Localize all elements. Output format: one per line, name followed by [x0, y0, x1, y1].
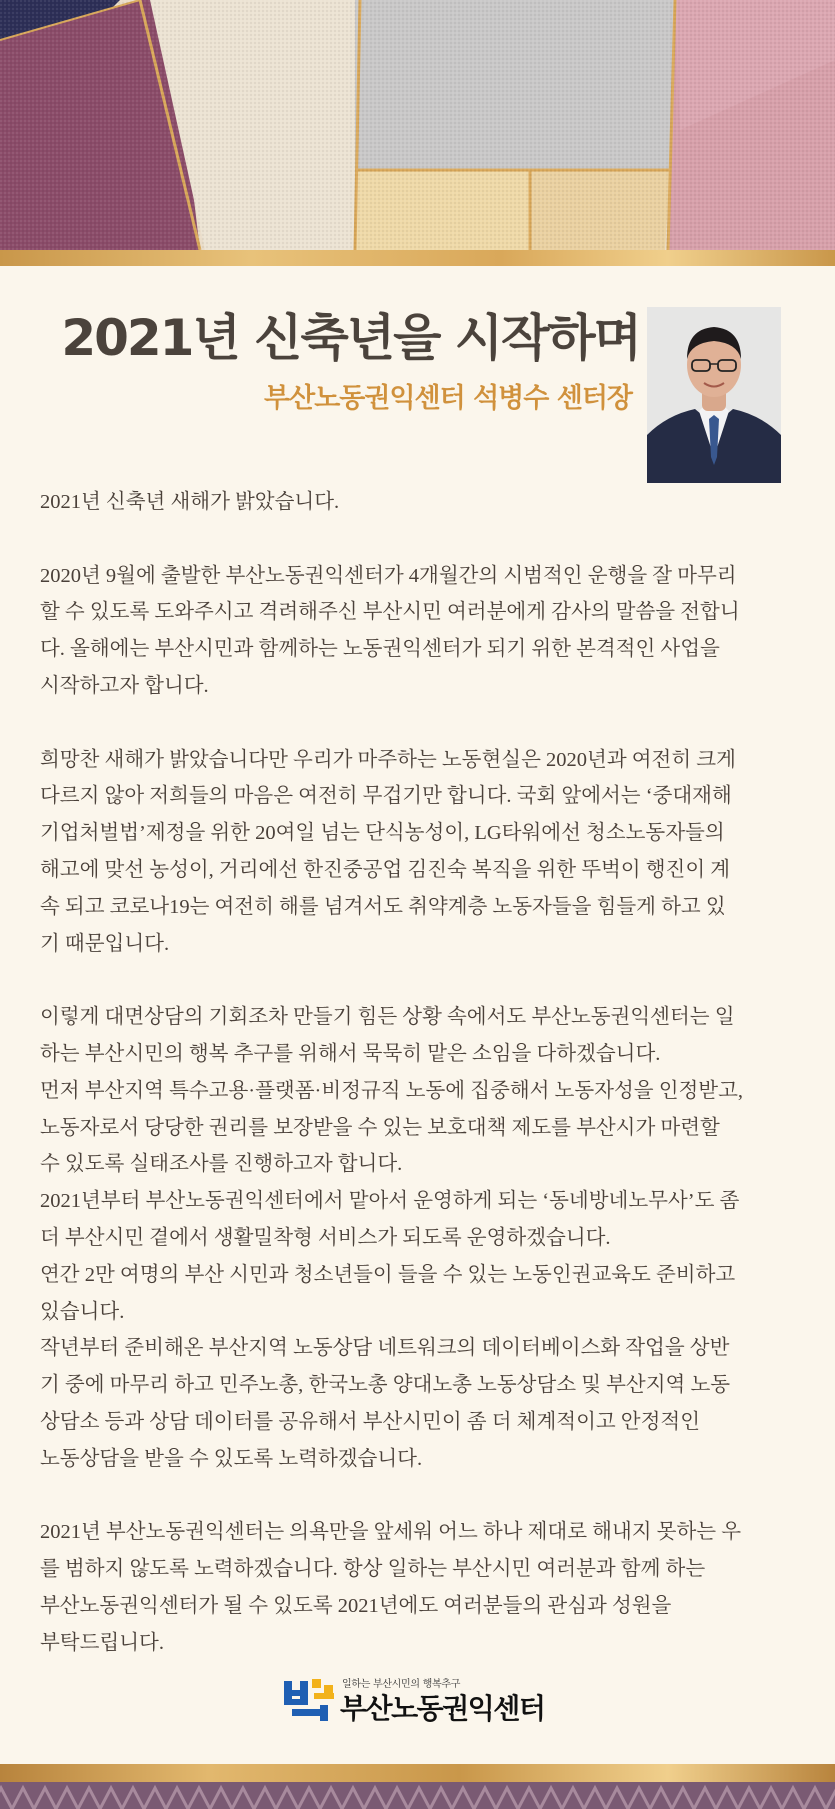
text-line: 노동자로서 당당한 권리를 보장받을 수 있는 보호대책 제도를 부산시가 마련할: [40, 1116, 720, 1139]
letter-body: [40, 484, 795, 1662]
director-portrait-photo: [647, 307, 781, 483]
text-line: 속 되고 코로나19는 여전히 해를 넘겨서도 취약계층 노동자들을 힘들게 하고 있: [40, 895, 726, 918]
paragraph: [40, 999, 795, 1477]
text-line: 상담소 등과 상담 데이터를 공유해서 부산시민이 좀 더 체계적이고 안정적인: [40, 1410, 701, 1433]
footer-logo: [282, 1675, 582, 1725]
text-line: 있습니다.: [40, 1300, 125, 1323]
text-line: 2021년 신축년 새해가 밝았습니다.: [40, 491, 340, 513]
fabric-patchwork-graphic: [0, 0, 835, 266]
logo-tagline: 일하는 부산시민의 행복추구: [342, 1679, 461, 1690]
footer-pattern: [0, 1782, 835, 1809]
footer-gold-stripe: [0, 1764, 835, 1782]
text-line: 2020년 9월에 출발한 부산노동권익센터가 4개월간의 시범적인 운행을 잘 마무리: [40, 564, 737, 587]
text-line: 기 중에 마무리 하고 민주노총, 한국노총 양대노총 노동상담소 및 부산지역 노동: [40, 1374, 731, 1397]
text-line: 먼저 부산지역 특수고용·플랫폼·비정규직 노동에 집중해서 노동자성을 인정받고,: [40, 1079, 744, 1102]
paragraph: [40, 484, 795, 521]
text-line: 2021년 부산노동권익센터는 의욕만을 앞세워 어느 하나 제대로 해내지 못하는 우: [40, 1521, 742, 1544]
text-line: 노동상담을 받을 수 있도록 노력하겠습니다.: [40, 1447, 423, 1470]
text-line: 다르지 않아 저희들의 마음은 여전히 무겁기만 합니다. 국회 앞에서는 ‘중대재해: [40, 785, 732, 808]
text-line: 기 때문입니다.: [40, 932, 170, 955]
text-line: 할 수 있도록 도와주시고 격려해주신 부산시민 여러분에게 감사의 말씀을 전합니: [40, 601, 740, 624]
text-line: 다. 올해에는 부산시민과 함께하는 노동권익센터가 되기 위한 본격적인 사업을: [40, 638, 720, 661]
text-line: 더 부산시민 곁에서 생활밀착형 서비스가 되도록 운영하겠습니다.: [40, 1226, 611, 1249]
busan-labor-rights-logo-mark-icon: [282, 1677, 338, 1723]
page-title: 2021년 신축년을 시작하며: [61, 309, 640, 367]
paragraph: [40, 1514, 795, 1661]
text-line: 부탁드립니다.: [40, 1631, 164, 1654]
text-line: 2021년부터 부산노동권익센터에서 맡아서 운영하게 되는 ‘동네방네노무사’도 좀: [40, 1190, 740, 1213]
author-subtitle: 부산노동권익센터 석병수 센터장: [264, 383, 632, 414]
text-line: 작년부터 준비해온 부산지역 노동상담 네트워크의 데이터베이스화 작업을 상반: [40, 1337, 730, 1360]
text-line: 연간 2만 여명의 부산 시민과 청소년들이 들을 수 있는 노동인권교육도 준비하고: [40, 1263, 736, 1286]
text-line: 기업처벌법’제정을 위한 20여일 넘는 단식농성이, LG타워에선 청소노동자들의: [40, 822, 725, 845]
logo-name: 부산노동권익센터: [340, 1692, 545, 1725]
text-line: 하는 부산시민의 행복 추구를 위해서 묵묵히 맡은 소임을 다하겠습니다.: [40, 1042, 661, 1065]
text-line: 해고에 맞선 농성이, 거리에선 한진중공업 김진숙 복직을 위한 뚜벅이 행진이 계: [40, 858, 731, 881]
text-line: 희망찬 새해가 밝았습니다만 우리가 마주하는 노동현실은 2020년과 여전히 크게: [40, 748, 736, 771]
header-banner: [0, 0, 835, 266]
text-line: 부산노동권익센터가 될 수 있도록 2021년에도 여러분들의 관심과 성원을: [40, 1594, 672, 1617]
paragraph: [40, 558, 795, 705]
text-line: 를 범하지 않도록 노력하겠습니다. 항상 일하는 부산시민 여러분과 함께 하는: [40, 1558, 706, 1581]
paragraph: [40, 742, 795, 963]
text-line: 수 있도록 실태조사를 진행하고자 합니다.: [40, 1153, 403, 1176]
text-line: 이렇게 대면상담의 기회조차 만들기 힘든 상황 속에서도 부산노동권익센터는 일: [40, 1006, 735, 1029]
text-line: 시작하고자 합니다.: [40, 674, 209, 697]
banner-gold-stripe: [0, 250, 835, 266]
